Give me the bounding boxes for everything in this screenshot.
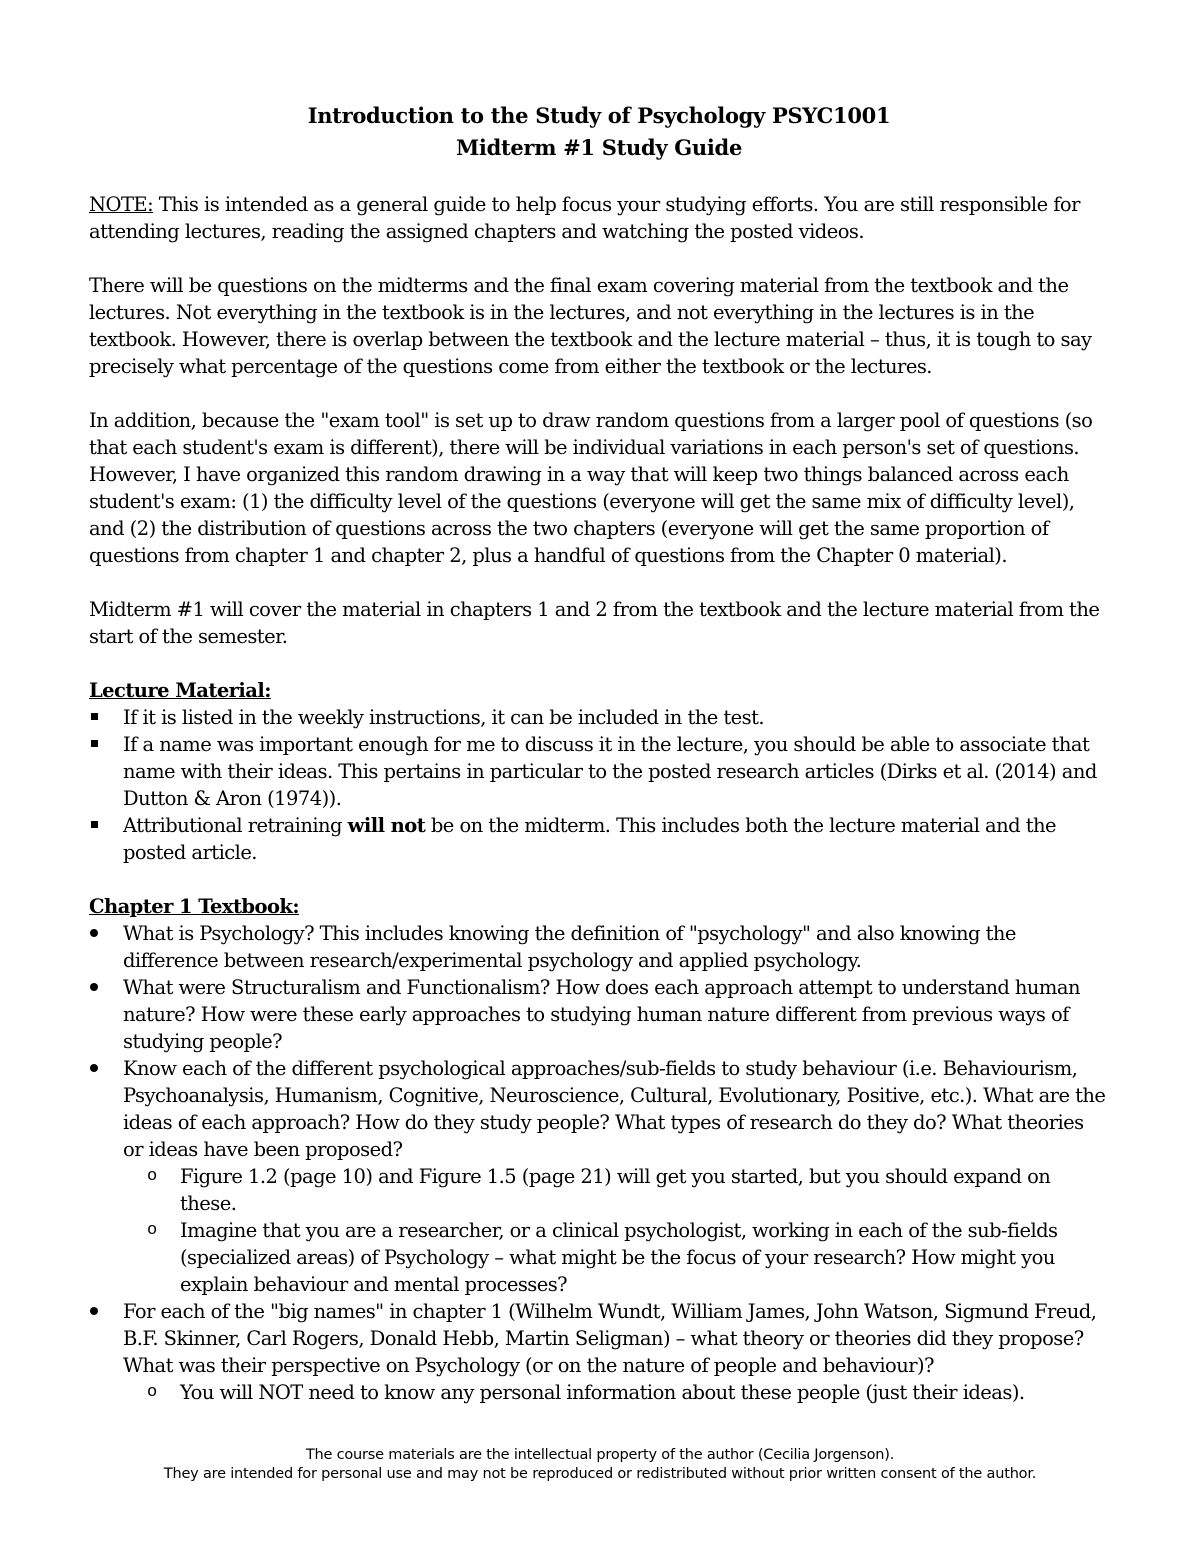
- chapter1-section: [89, 893, 1109, 1406]
- footer-line: They are intended for personal use and may not be reproduced or redistributed without prior written consent of the author.: [163, 1466, 1037, 1482]
- chapter1-list: [89, 920, 1109, 1406]
- sub-list-item: o Figure 1.2 (page 10) and Figure 1.5 (page 21) will get you started, but you should expand on these.: [147, 1163, 1109, 1217]
- list-item: What is Psychology? This includes knowing the definition of "psychology" and also knowing the difference between research/experimental psychology and applied psychology.: [89, 920, 1109, 974]
- list-item: If it is listed in the weekly instructions, it can be included in the test.: [89, 704, 1109, 731]
- list-item: If a name was important enough for me to discuss it in the lecture, you should be able to associate that name with their ideas. This pertains in particular to the posted research articles (Dirks et al. (2014) and Dutton & Aron (1974)).: [89, 731, 1109, 812]
- document-body: [89, 100, 1109, 1433]
- item-text: Know each of the different psychological approaches/sub-fields to study behaviour (i.e. Behaviourism, Psychoanalysis, Humanism, Cognitive, Neuroscience, Cultural, Evolutionary, Positive, etc.). What are the ideas of each approach? How do they study people? What types of research do they do? What theories or ideas have been proposed?: [123, 1057, 1106, 1161]
- item-text: Attributional retraining: [123, 814, 348, 837]
- sub-list-item: o You will NOT need to know any personal information about these people (just their ideas).: [147, 1379, 1109, 1406]
- list-item: [89, 1298, 1109, 1406]
- item-text: be on the midterm. This includes both the lecture material and the posted article.: [123, 814, 1056, 864]
- sub-list-item: o Imagine that you are a researcher, or a clinical psychologist, working in each of the sub-fields (specialized areas) of Psychology – what might be the focus of your research? How might you explain behaviour and mental processes?: [147, 1217, 1109, 1298]
- emphasis-text: will not: [347, 814, 426, 837]
- note-paragraph: [89, 191, 1109, 245]
- list-item: [89, 1055, 1109, 1298]
- sub-list: [123, 1379, 1109, 1406]
- copyright-footer: [0, 1446, 1200, 1484]
- exam-coverage-paragraph: There will be questions on the midterms and the final exam covering material from the textbook and the lectures. Not everything in the textbook is in the lectures, and not everything in the lectures is in the textbook. However, there is overlap between the textbook and the lecture material – thus, it is tough to say precisely what percentage of the questions come from either the textbook or the lectures.: [89, 274, 1092, 378]
- midterm-scope-paragraph: Midterm #1 will cover the material in chapters 1 and 2 from the textbook and the lecture material from the start of the semester.: [89, 598, 1100, 648]
- item-text: For each of the "big names" in chapter 1 (Wilhelm Wundt, William James, John Watson, Sigmund Freud, B.F. Skinner, Carl Rogers, Donald Hebb, Martin Seligman) – what theory or theories did they propose? What was their perspective on Psychology (or on the nature of people and behaviour)?: [123, 1300, 1097, 1377]
- exam-tool-paragraph: In addition, because the "exam tool" is set up to draw random questions from a larger pool of questions (so that each student's exam is different), there will be individual variations in each person's set of questions. However, I have organized this random drawing in a way that will keep two things balanced across each student's exam: (1) the difficulty level of the questions (everyone will get the same mix of difficulty level), and (2) the distribution of questions across the two chapters (everyone will get the same proportion of questions from chapter 1 and chapter 2, plus a handful of questions from the Chapter 0 material).: [89, 409, 1093, 567]
- lecture-material-section: [89, 677, 1109, 866]
- list-item: What were Structuralism and Functionalism? How does each approach attempt to understand human nature? How were these early approaches to studying human nature different from previous ways of studying people?: [89, 974, 1109, 1055]
- note-text: This is intended as a general guide to help focus your studying efforts. You are still responsible for attending lectures, reading the assigned chapters and watching the posted videos.: [89, 193, 1080, 243]
- sub-list: [123, 1163, 1109, 1298]
- title-block: [89, 100, 1109, 164]
- note-label: NOTE:: [89, 193, 154, 216]
- course-title: Introduction to the Study of Psychology PSYC1001: [307, 103, 891, 128]
- footer-line: The course materials are the intellectual property of the author (Cecilia Jorgenson).: [305, 1447, 895, 1463]
- lecture-material-heading: Lecture Material:: [89, 679, 271, 702]
- guide-title: Midterm #1 Study Guide: [455, 135, 743, 160]
- chapter1-heading: Chapter 1 Textbook:: [89, 895, 300, 918]
- lecture-material-list: [89, 704, 1109, 866]
- list-item: [89, 812, 1109, 866]
